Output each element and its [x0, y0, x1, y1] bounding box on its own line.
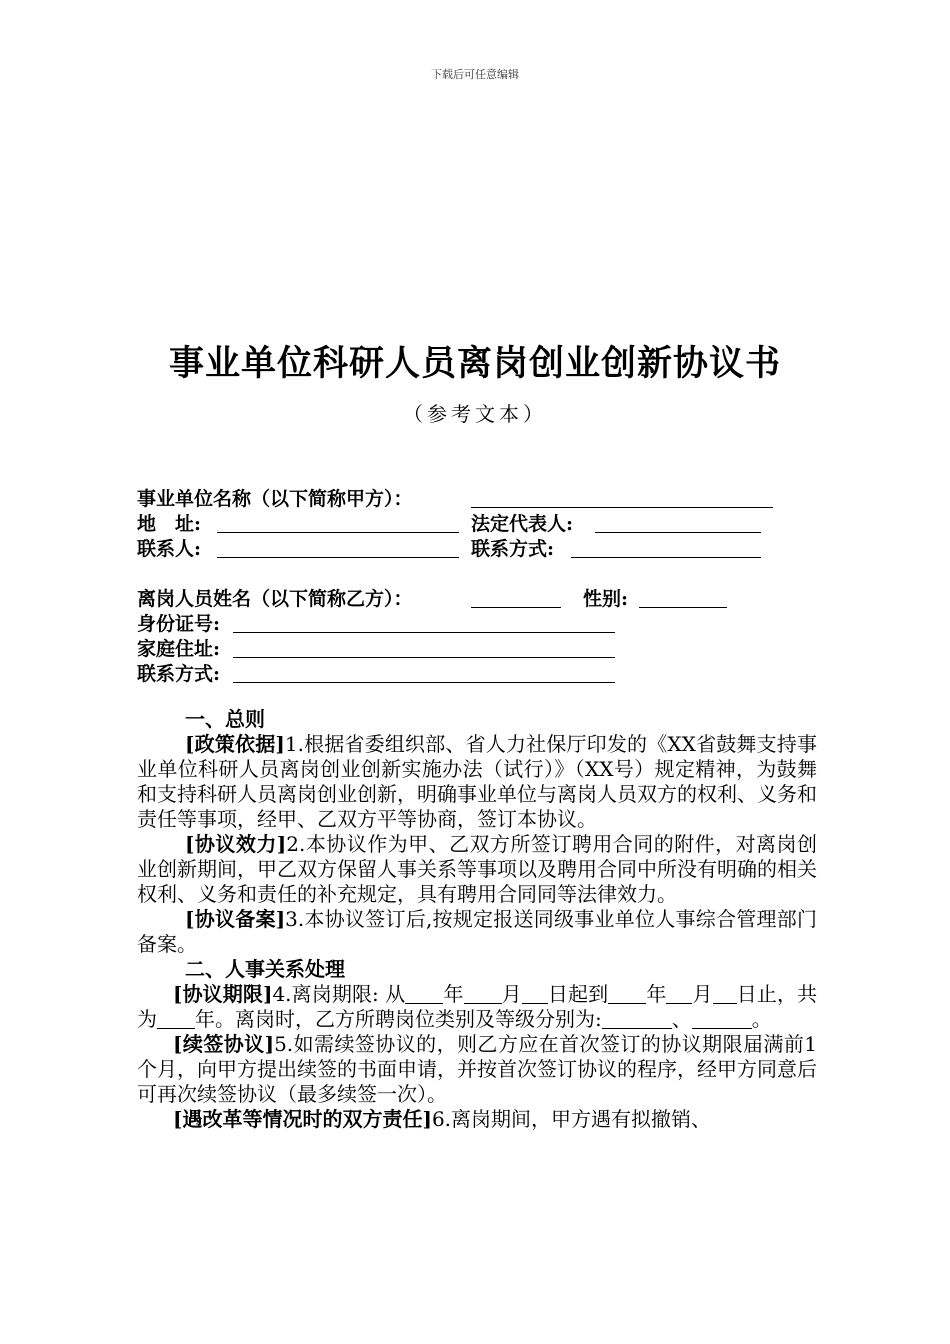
- paragraph-4-lead: 4.离岗期限: 从: [272, 982, 406, 1006]
- home-row: [137, 637, 817, 662]
- end-month-blank[interactable]: [666, 983, 692, 1004]
- contact-blank[interactable]: [217, 537, 459, 558]
- party-b-name-blank[interactable]: [471, 587, 561, 608]
- post-level-blank[interactable]: [692, 1008, 752, 1029]
- paragraph-3: [137, 907, 817, 957]
- home-label: 家庭住址:: [137, 638, 221, 660]
- end-year-blank[interactable]: [608, 983, 646, 1004]
- paragraph-1-tag: [政策依据]: [185, 732, 285, 756]
- section-2-title: 二、人事关系处理: [185, 957, 345, 981]
- start-month-blank[interactable]: [464, 983, 502, 1004]
- end-month-label: 月: [692, 982, 713, 1006]
- start-year-blank[interactable]: [405, 983, 443, 1004]
- paragraph-2-tag: [协议效力]: [185, 832, 287, 856]
- paragraph-5: [137, 1032, 817, 1107]
- address-label: 地 址:: [137, 513, 202, 535]
- paragraph-5-tag: [续签协议]: [173, 1032, 275, 1056]
- unit-name-row: [137, 487, 817, 512]
- paragraph-2-text: 2.本协议作为甲、乙双方所签订聘用合同的附件，对离岗创业创新期间，甲乙双方保留人事关系等事项以及聘用合同中所没有明确的相关权利、义务和责任的补充规定，具有聘用合同同等法律效力。: [137, 832, 817, 906]
- party-a-form: [137, 487, 817, 562]
- unit-name-blank[interactable]: [471, 487, 773, 508]
- section-1-title: 一、总则: [185, 707, 265, 731]
- paragraph-3-text: 3.本协议签订后,按规定报送同级事业单位人事综合管理部门备案。: [137, 907, 817, 956]
- duration-blank[interactable]: [157, 1008, 195, 1029]
- paragraph-2: [137, 832, 817, 907]
- paragraph-5-text: 5.如需续签协议的，则乙方应在首次签订的协议期限届满前1个月，向甲方提出续签的书面申请，并按首次签订协议的程序，经甲方同意后可再次续签协议（最多续签一次）。: [137, 1032, 817, 1106]
- id-row: [137, 612, 817, 637]
- start-year-label: 年: [443, 982, 464, 1006]
- legal-rep-blank[interactable]: [595, 512, 761, 533]
- end-year-label: 年: [646, 982, 667, 1006]
- party-b-contact-label: 联系方式:: [137, 663, 221, 685]
- end-day-blank[interactable]: [713, 983, 737, 1004]
- document-body: [137, 707, 817, 1132]
- paragraph-4-cont: 年。离岗时，乙方所聘岗位类别及等级分别为:: [195, 1007, 602, 1031]
- contact-method-label: 联系方式:: [471, 538, 555, 560]
- paragraph-6-tag: [遇改革等情况时的双方责任]: [173, 1107, 432, 1131]
- start-day-label: 日起到: [547, 982, 609, 1006]
- legal-rep-label: 法定代表人:: [471, 513, 574, 535]
- contact-row: [137, 537, 817, 562]
- contact-label: 联系人:: [137, 538, 202, 560]
- paragraph-4-tag: [协议期限]: [173, 982, 273, 1006]
- party-b-contact-row: [137, 662, 817, 687]
- address-blank[interactable]: [217, 512, 459, 533]
- unit-name-label: 事业单位名称（以下简称甲方）：: [137, 488, 413, 510]
- gender-label: 性别:: [583, 588, 629, 610]
- home-blank[interactable]: [233, 637, 615, 658]
- start-day-blank[interactable]: [522, 983, 548, 1004]
- gender-blank[interactable]: [639, 587, 727, 608]
- header-note: 下载后可任意编辑: [431, 68, 519, 81]
- id-blank[interactable]: [233, 612, 615, 633]
- party-b-form: [137, 587, 817, 687]
- paragraph-4: [137, 982, 817, 1032]
- separator: 、: [671, 1007, 692, 1031]
- party-b-contact-blank[interactable]: [233, 662, 615, 683]
- address-row: [137, 512, 817, 537]
- post-category-blank[interactable]: [602, 1008, 672, 1029]
- party-b-name-row: [137, 587, 817, 612]
- paragraph-1: [137, 732, 817, 832]
- paragraph-3-tag: [协议备案]: [185, 907, 286, 931]
- paragraph-4-end: 。: [751, 1007, 772, 1031]
- document-title: 事业单位科研人员离岗创业创新协议书: [168, 343, 781, 384]
- end-day-label: 日止，共为: [137, 982, 818, 1031]
- paragraph-1-text: 1.根据省委组织部、省人力社保厅印发的《XX省鼓舞支持事业单位科研人员离岗创业创新实施办法（试行）》（XX号）规定精神，为鼓舞和支持科研人员离岗创业创新，明确事业单位与离岗人员双方的权利、义务和责任等事项，经甲、乙双方平等协商，签订本协议。: [137, 732, 817, 831]
- paragraph-6-text: 6.离岗期间，甲方遇有拟撤销、: [431, 1107, 712, 1131]
- paragraph-6: [137, 1107, 817, 1132]
- id-label: 身份证号:: [137, 613, 221, 635]
- document-subtitle: （参考文本）: [403, 402, 547, 426]
- party-b-name-label: 离岗人员姓名（以下简称乙方）：: [137, 588, 413, 610]
- start-month-label: 月: [501, 982, 522, 1006]
- contact-method-blank[interactable]: [571, 537, 761, 558]
